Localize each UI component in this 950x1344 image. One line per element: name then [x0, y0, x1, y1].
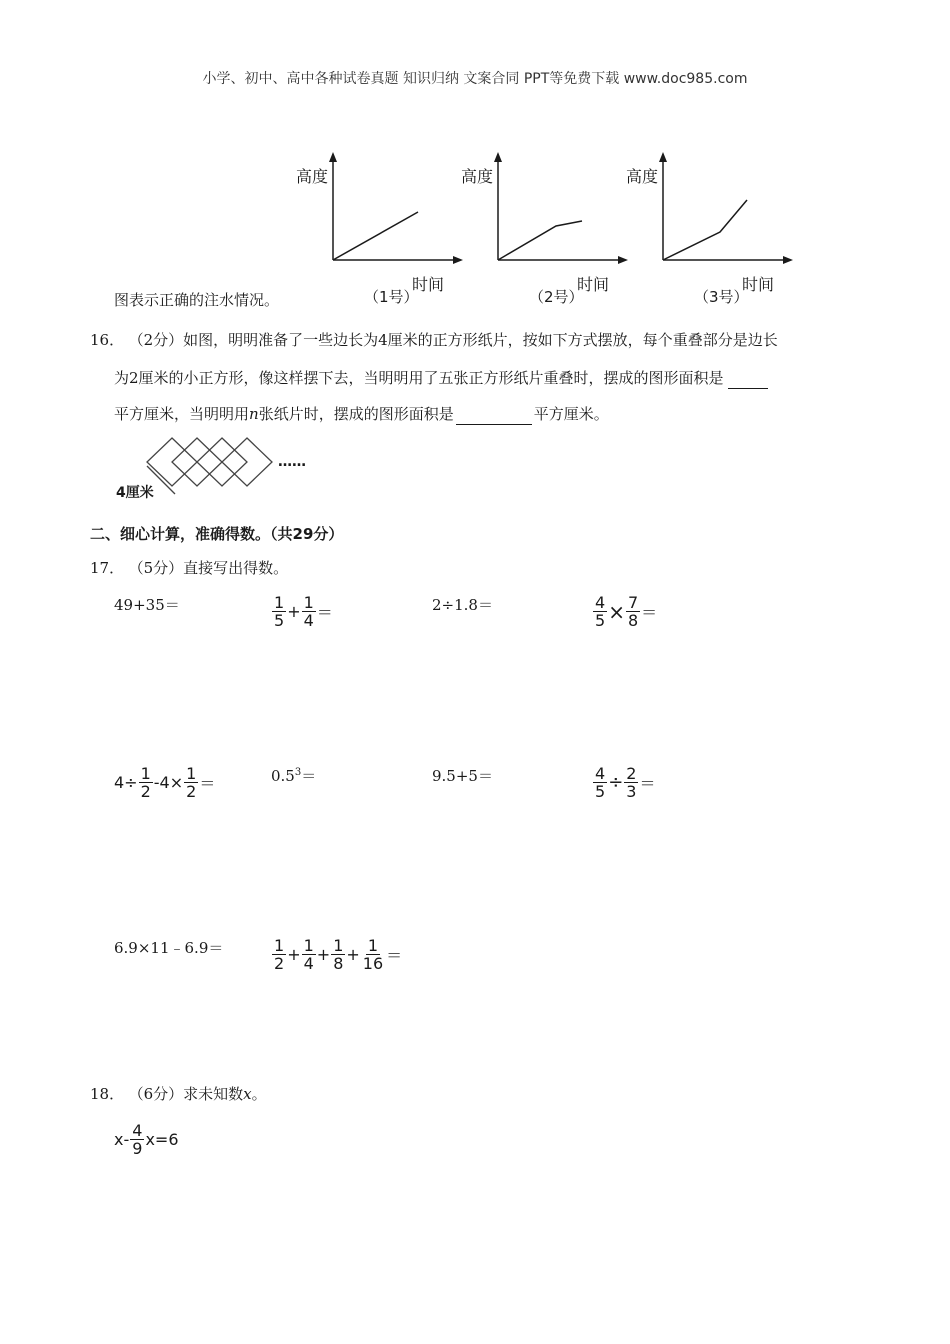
fraction	[184, 765, 198, 800]
numerator: 1	[274, 593, 285, 612]
operator: ÷	[608, 772, 624, 793]
denominator: 8	[627, 611, 639, 630]
graph-1-caption: （1号）	[364, 288, 419, 306]
fraction	[593, 594, 607, 629]
page-header: 小学、初中、高中各种试卷真题 知识归纳 文案合同 PPT等免费下载 www.doc985.com	[202, 71, 748, 87]
numerator: 1	[367, 936, 379, 955]
denominator: 4	[303, 954, 314, 973]
graph-2-xlabel: 时间	[577, 275, 610, 294]
denominator: 5	[595, 782, 606, 801]
section-2-title: 二、细心计算，准确得数。（共29分）	[90, 525, 344, 543]
graph-2	[461, 152, 631, 312]
fraction	[302, 594, 316, 629]
graph-1-line	[333, 212, 418, 260]
fraction	[139, 765, 153, 800]
q17-expr-10	[271, 937, 402, 972]
q17-expr-2	[271, 594, 333, 629]
q16-squares-figure	[145, 436, 275, 500]
q17-score: （5分）	[136, 559, 184, 577]
q17-number: 17．	[90, 559, 125, 577]
q17-prompt: 直接写出得数。	[183, 559, 289, 577]
fraction	[626, 594, 640, 629]
graph-2-line	[498, 221, 582, 260]
q17-header	[90, 558, 288, 578]
equals-sign: ＝	[199, 774, 216, 793]
q15-tail-text: 图表示正确的注水情况。	[114, 291, 280, 309]
numerator: 1	[303, 593, 314, 612]
graph-3-xlabel: 时间	[742, 275, 775, 294]
denominator: 4	[303, 611, 314, 630]
equals-sign: ＝	[301, 767, 317, 785]
graph-2-ylabel: 高度	[461, 167, 494, 186]
q18-variable-x: x	[243, 1085, 252, 1103]
numerator: 4	[595, 593, 606, 612]
numerator: 4	[595, 764, 606, 783]
q18-equation	[114, 1122, 179, 1157]
graph-1	[296, 152, 466, 312]
numerator: 1	[333, 936, 344, 955]
q18-prompt: 求未知数	[183, 1085, 244, 1103]
fraction	[130, 1122, 144, 1157]
q17-expr-1: 49+35＝	[114, 596, 180, 614]
q18-number: 18．	[90, 1085, 125, 1103]
q17-expr-5	[114, 765, 215, 800]
q16-number: 16．	[90, 331, 125, 349]
q17-expr-4	[592, 594, 657, 629]
denominator: 3	[626, 782, 637, 801]
denominator: 2	[274, 954, 285, 973]
equals-sign: ＝	[386, 946, 403, 965]
numerator: 1	[274, 936, 285, 955]
q16-text-3b: 张纸片时，摆成的图形面积是	[258, 405, 454, 423]
numerator: 7	[627, 593, 639, 612]
denominator: 2	[186, 782, 197, 801]
operator: +	[287, 602, 301, 621]
graph-1-ylabel: 高度	[296, 167, 329, 186]
expression-part: -4×	[153, 773, 184, 792]
numerator: 4	[132, 1121, 143, 1140]
graph-2-caption: （2号）	[529, 288, 584, 306]
q16-text-3c: 平方厘米。	[533, 405, 609, 423]
fraction	[272, 594, 286, 629]
denominator: 16	[362, 954, 384, 973]
fraction	[593, 765, 607, 800]
q17-expr-9: 6.9×11﹣6.9＝	[114, 939, 224, 957]
q16-variable-n: n	[249, 405, 259, 423]
operator: +	[346, 945, 360, 964]
q16-line-2	[114, 368, 768, 389]
q16-line-1	[90, 330, 778, 350]
base: 0.5	[271, 767, 295, 785]
denominator: 2	[140, 782, 151, 801]
numerator: 1	[140, 764, 151, 783]
q16-text-3a: 平方厘米，当明明用	[114, 405, 250, 423]
denominator: 8	[333, 954, 344, 973]
fraction	[624, 765, 638, 800]
graph-3-ylabel: 高度	[626, 167, 659, 186]
q17-expr-6	[271, 765, 316, 786]
expression-part: x=6	[145, 1130, 179, 1149]
q16-score: （2分）	[136, 331, 184, 349]
equals-sign: ＝	[316, 603, 333, 622]
graph-3-caption: （3号）	[694, 288, 749, 306]
denominator: 5	[274, 611, 285, 630]
q16-answer-blank-1[interactable]	[728, 368, 768, 389]
q16-line-3	[114, 404, 609, 425]
expression-part: 4÷	[114, 773, 138, 792]
equals-sign: ＝	[641, 603, 658, 622]
q18-prompt-end: 。	[251, 1085, 267, 1103]
graph-1-xlabel: 时间	[412, 275, 445, 294]
fraction	[331, 937, 345, 972]
q17-expr-7: 9.5+5＝	[432, 767, 493, 785]
q18-score: （6分）	[136, 1085, 184, 1103]
operator: ×	[608, 599, 625, 624]
operator: +	[287, 945, 301, 964]
q17-expr-3: 2÷1.8＝	[432, 596, 493, 614]
graph-3-line	[663, 200, 747, 260]
exponent: 3	[294, 767, 302, 778]
graph-3	[626, 152, 796, 312]
denominator: 5	[595, 611, 606, 630]
expression-part: x-	[114, 1130, 130, 1149]
numerator: 1	[303, 936, 314, 955]
fraction	[302, 937, 316, 972]
q17-expr-8	[592, 765, 655, 800]
operator: +	[316, 945, 331, 964]
denominator: 9	[132, 1139, 143, 1158]
fraction	[361, 937, 385, 972]
q16-ellipsis: ……	[278, 454, 306, 470]
numerator: 1	[186, 764, 197, 783]
q16-answer-blank-2[interactable]	[456, 404, 532, 425]
equals-sign: ＝	[639, 774, 656, 793]
q16-text-1: 如图，明明准备了一些边长为4厘米的正方形纸片，按如下方式摆放，每个重叠部分是边长	[183, 331, 778, 349]
fraction	[272, 937, 286, 972]
q16-text-2: 为2厘米的小正方形，像这样摆下去，当明明用了五张正方形纸片重叠时，摆成的图形面积是	[114, 369, 724, 387]
numerator: 2	[626, 764, 637, 783]
q16-figure-label: 4厘米	[116, 485, 154, 501]
q18-header	[90, 1084, 267, 1104]
